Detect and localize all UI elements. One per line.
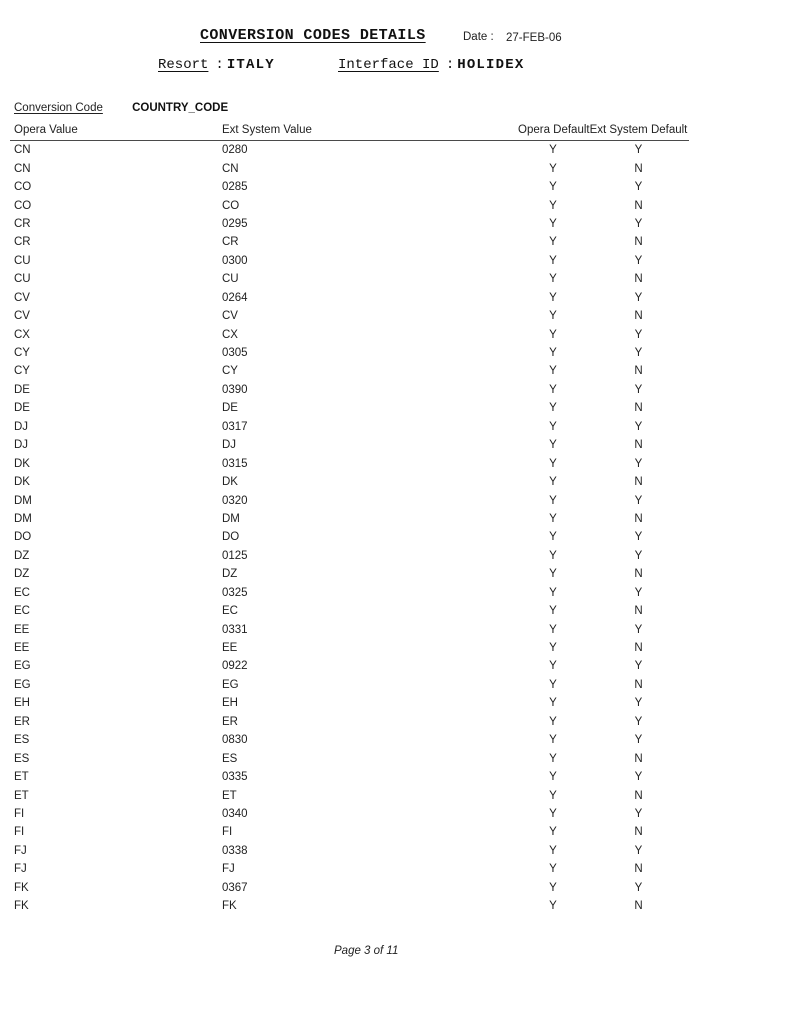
cell-opera-default: Y: [549, 365, 557, 378]
cell-ext-system-value: CV: [222, 310, 238, 323]
cell-opera-value: EH: [14, 697, 30, 710]
cell-ext-system-value: CU: [222, 273, 239, 286]
cell-opera-value: DK: [14, 476, 30, 489]
table-row: [10, 676, 689, 694]
cell-ext-system-value: DK: [222, 476, 238, 489]
table-row: [10, 547, 689, 565]
cell-opera-default: Y: [549, 605, 557, 618]
table-row: [10, 639, 689, 657]
cell-opera-default: Y: [549, 420, 557, 433]
date-label: Date :: [463, 31, 494, 43]
cell-opera-default: Y: [549, 642, 557, 655]
page-number: Page 3 of 11: [334, 945, 399, 957]
cell-ext-system-default: Y: [634, 457, 643, 470]
cell-opera-default: Y: [549, 789, 557, 802]
cell-ext-system-value: 0264: [222, 291, 248, 304]
cell-opera-default: Y: [549, 236, 557, 249]
cell-opera-default: Y: [549, 144, 557, 157]
cell-opera-default: Y: [549, 181, 557, 194]
table-row: [10, 749, 689, 767]
column-header-ext-system-default: Ext System Default: [588, 124, 689, 141]
cell-opera-value: DJ: [14, 420, 29, 433]
cell-opera-value: DO: [14, 531, 32, 544]
cell-opera-default: Y: [549, 328, 557, 341]
table-row: [10, 768, 689, 786]
table-body: [10, 141, 689, 916]
cell-ext-system-value: DJ: [222, 439, 237, 452]
table-row: [10, 381, 689, 399]
cell-ext-system-value: DZ: [222, 568, 238, 581]
cell-ext-system-value: DO: [222, 531, 240, 544]
cell-ext-system-default: Y: [634, 734, 643, 747]
cell-opera-value: DM: [14, 494, 32, 507]
cell-ext-system-default: N: [634, 752, 643, 765]
cell-ext-system-default: Y: [634, 181, 643, 194]
cell-opera-value: CY: [14, 347, 30, 360]
cell-ext-system-default: Y: [634, 771, 643, 784]
cell-opera-value: CR: [14, 217, 31, 230]
table-row: [10, 620, 689, 638]
cell-ext-system-default: N: [634, 512, 643, 525]
table-row: [10, 657, 689, 675]
cell-ext-system-default: Y: [634, 549, 643, 562]
cell-opera-value: CU: [14, 273, 31, 286]
cell-ext-system-value: EH: [222, 697, 238, 710]
cell-opera-default: Y: [549, 347, 557, 360]
conversion-code-label: Conversion Code: [14, 102, 103, 114]
cell-ext-system-default: N: [634, 402, 643, 415]
cell-opera-value: FK: [14, 900, 29, 913]
resort-value: ITALY: [226, 57, 275, 73]
resort-label: Resort: [158, 57, 209, 73]
table-row: [10, 362, 689, 380]
table-row: [10, 344, 689, 362]
table-row: [10, 491, 689, 509]
table-header-row: [10, 124, 689, 141]
cell-opera-default: Y: [549, 881, 557, 894]
cell-ext-system-default: Y: [634, 881, 643, 894]
cell-opera-default: Y: [549, 844, 557, 857]
cell-ext-system-value: 0340: [222, 807, 248, 820]
interface-id-label: Interface ID: [338, 57, 439, 73]
cell-ext-system-value: 0315: [222, 457, 248, 470]
cell-ext-system-default: N: [634, 439, 643, 452]
cell-opera-value: CX: [14, 328, 30, 341]
interface-id-field: [338, 57, 524, 73]
cell-opera-value: DZ: [14, 549, 30, 562]
cell-ext-system-value: CX: [222, 328, 238, 341]
cell-ext-system-value: 0305: [222, 347, 248, 360]
cell-opera-default: Y: [549, 531, 557, 544]
cell-ext-system-value: FI: [222, 826, 233, 839]
cell-ext-system-value: 0317: [222, 420, 248, 433]
table-row: [10, 602, 689, 620]
table-row: [10, 879, 689, 897]
table-row: [10, 713, 689, 731]
cell-ext-system-default: N: [634, 199, 643, 212]
cell-opera-default: Y: [549, 476, 557, 489]
table-row: [10, 565, 689, 583]
cell-ext-system-value: CO: [222, 199, 240, 212]
date-value: 27-FEB-06: [506, 32, 562, 44]
table-row: [10, 418, 689, 436]
cell-ext-system-default: Y: [634, 586, 643, 599]
cell-opera-default: Y: [549, 199, 557, 212]
cell-ext-system-value: EC: [222, 605, 238, 618]
table-row: [10, 399, 689, 417]
cell-ext-system-default: Y: [634, 623, 643, 636]
cell-opera-default: Y: [549, 568, 557, 581]
table-row: [10, 436, 689, 454]
resort-field: [158, 57, 275, 73]
table-row: [10, 805, 689, 823]
cell-ext-system-default: Y: [634, 531, 643, 544]
cell-ext-system-default: Y: [634, 660, 643, 673]
table-row: [10, 454, 689, 472]
cell-ext-system-value: 0338: [222, 844, 248, 857]
cell-ext-system-value: 0280: [222, 144, 248, 157]
table-row: [10, 694, 689, 712]
cell-ext-system-default: Y: [634, 844, 643, 857]
cell-ext-system-default: Y: [634, 420, 643, 433]
cell-opera-value: ET: [14, 789, 29, 802]
cell-opera-value: FJ: [14, 863, 27, 876]
cell-opera-value: ES: [14, 752, 30, 765]
cell-opera-default: Y: [549, 752, 557, 765]
table-row: [10, 270, 689, 288]
cell-opera-default: Y: [549, 494, 557, 507]
cell-opera-default: Y: [549, 217, 557, 230]
cell-opera-value: ES: [14, 734, 30, 747]
cell-opera-default: Y: [549, 900, 557, 913]
cell-opera-value: FI: [14, 826, 25, 839]
cell-opera-value: CU: [14, 254, 31, 267]
column-header-opera-default: Opera Default: [518, 124, 588, 141]
cell-opera-value: CV: [14, 310, 30, 323]
cell-opera-value: EE: [14, 623, 30, 636]
cell-opera-value: DE: [14, 383, 30, 396]
cell-ext-system-default: Y: [634, 715, 643, 728]
cell-ext-system-default: Y: [634, 144, 643, 157]
cell-ext-system-value: 0325: [222, 586, 248, 599]
cell-opera-value: CV: [14, 291, 30, 304]
table-row: [10, 307, 689, 325]
cell-opera-value: DM: [14, 512, 32, 525]
cell-ext-system-default: Y: [634, 347, 643, 360]
cell-opera-default: Y: [549, 623, 557, 636]
cell-ext-system-value: FJ: [222, 863, 235, 876]
cell-ext-system-value: 0331: [222, 623, 248, 636]
cell-ext-system-default: N: [634, 789, 643, 802]
cell-ext-system-default: N: [634, 236, 643, 249]
cell-opera-value: FI: [14, 807, 25, 820]
cell-opera-value: EG: [14, 660, 31, 673]
cell-ext-system-value: 0830: [222, 734, 248, 747]
cell-opera-value: ET: [14, 771, 29, 784]
column-header-opera-value: Opera Value: [10, 124, 218, 141]
cell-opera-value: DJ: [14, 439, 29, 452]
cell-ext-system-default: Y: [634, 291, 643, 304]
cell-ext-system-value: EG: [222, 678, 239, 691]
cell-ext-system-default: N: [634, 642, 643, 655]
table-row: [10, 860, 689, 878]
interface-id-separator: :: [445, 57, 455, 73]
cell-opera-value: FK: [14, 881, 29, 894]
cell-ext-system-value: 0320: [222, 494, 248, 507]
table-row: [10, 823, 689, 841]
resort-separator: :: [215, 57, 224, 73]
cell-ext-system-value: 0125: [222, 549, 248, 562]
cell-opera-value: FJ: [14, 844, 27, 857]
table-row: [10, 233, 689, 251]
conversion-code-value: COUNTRY_CODE: [132, 102, 229, 114]
cell-ext-system-value: 0300: [222, 254, 248, 267]
cell-ext-system-value: CY: [222, 365, 238, 378]
cell-opera-default: Y: [549, 512, 557, 525]
cell-opera-default: Y: [549, 549, 557, 562]
cell-opera-default: Y: [549, 439, 557, 452]
cell-ext-system-default: Y: [634, 697, 643, 710]
cell-ext-system-default: Y: [634, 328, 643, 341]
table-row: [10, 325, 689, 343]
cell-ext-system-value: DE: [222, 402, 238, 415]
cell-ext-system-default: N: [634, 162, 643, 175]
cell-opera-value: DZ: [14, 568, 30, 581]
cell-opera-value: EC: [14, 586, 30, 599]
cell-opera-value: CR: [14, 236, 31, 249]
cell-opera-default: Y: [549, 697, 557, 710]
cell-ext-system-value: 0295: [222, 217, 248, 230]
interface-id-value: HOLIDEX: [457, 57, 525, 73]
cell-ext-system-value: 0367: [222, 881, 248, 894]
cell-opera-default: Y: [549, 586, 557, 599]
cell-opera-default: Y: [549, 660, 557, 673]
cell-opera-value: ER: [14, 715, 30, 728]
table-row: [10, 159, 689, 177]
cell-ext-system-value: 0922: [222, 660, 248, 673]
table-row: [10, 897, 689, 915]
cell-opera-value: CN: [14, 162, 31, 175]
cell-ext-system-value: ER: [222, 715, 238, 728]
cell-ext-system-default: Y: [634, 383, 643, 396]
cell-ext-system-default: N: [634, 310, 643, 323]
cell-opera-default: Y: [549, 457, 557, 470]
cell-opera-default: Y: [549, 678, 557, 691]
cell-ext-system-value: ES: [222, 752, 238, 765]
cell-opera-default: Y: [549, 715, 557, 728]
cell-opera-value: EC: [14, 605, 30, 618]
cell-ext-system-value: EE: [222, 642, 238, 655]
cell-opera-value: DE: [14, 402, 30, 415]
column-header-ext-system-value: Ext System Value: [218, 124, 518, 141]
cell-opera-default: Y: [549, 254, 557, 267]
cell-ext-system-default: Y: [634, 254, 643, 267]
cell-opera-value: CO: [14, 199, 32, 212]
cell-ext-system-default: N: [634, 863, 643, 876]
cell-ext-system-value: 0335: [222, 771, 248, 784]
cell-ext-system-value: 0390: [222, 383, 248, 396]
table-row: [10, 731, 689, 749]
cell-ext-system-default: N: [634, 476, 643, 489]
table-row: [10, 528, 689, 546]
cell-ext-system-value: CN: [222, 162, 239, 175]
conversion-code-field: [14, 102, 228, 114]
cell-ext-system-default: Y: [634, 807, 643, 820]
page-title: CONVERSION CODES DETAILS: [200, 27, 426, 44]
cell-ext-system-value: FK: [222, 900, 237, 913]
table-row: [10, 196, 689, 214]
cell-opera-value: CN: [14, 144, 31, 157]
cell-opera-value: EG: [14, 678, 31, 691]
cell-opera-value: CY: [14, 365, 30, 378]
cell-ext-system-default: N: [634, 568, 643, 581]
cell-ext-system-default: N: [634, 273, 643, 286]
cell-ext-system-default: N: [634, 678, 643, 691]
table-row: [10, 510, 689, 528]
cell-ext-system-default: Y: [634, 494, 643, 507]
cell-opera-value: EE: [14, 642, 30, 655]
cell-ext-system-value: 0285: [222, 181, 248, 194]
cell-opera-default: Y: [549, 863, 557, 876]
cell-opera-default: Y: [549, 162, 557, 175]
table-row: [10, 215, 689, 233]
cell-opera-default: Y: [549, 402, 557, 415]
cell-ext-system-value: DM: [222, 512, 240, 525]
table-row: [10, 252, 689, 270]
table-row: [10, 289, 689, 307]
conversion-codes-table: [10, 124, 689, 915]
table-row: [10, 473, 689, 491]
cell-opera-default: Y: [549, 291, 557, 304]
cell-opera-value: CO: [14, 181, 32, 194]
cell-ext-system-value: CR: [222, 236, 239, 249]
table-row: [10, 178, 689, 196]
cell-opera-default: Y: [549, 807, 557, 820]
cell-ext-system-default: N: [634, 900, 643, 913]
cell-ext-system-default: Y: [634, 217, 643, 230]
table-row: [10, 786, 689, 804]
table-row: [10, 584, 689, 602]
cell-ext-system-default: N: [634, 826, 643, 839]
cell-opera-default: Y: [549, 734, 557, 747]
cell-ext-system-default: N: [634, 605, 643, 618]
cell-opera-default: Y: [549, 273, 557, 286]
cell-ext-system-default: N: [634, 365, 643, 378]
cell-opera-value: DK: [14, 457, 30, 470]
table-row: [10, 141, 689, 160]
cell-opera-default: Y: [549, 771, 557, 784]
cell-ext-system-value: ET: [222, 789, 237, 802]
table-row: [10, 842, 689, 860]
cell-opera-default: Y: [549, 383, 557, 396]
cell-opera-default: Y: [549, 826, 557, 839]
cell-opera-default: Y: [549, 310, 557, 323]
